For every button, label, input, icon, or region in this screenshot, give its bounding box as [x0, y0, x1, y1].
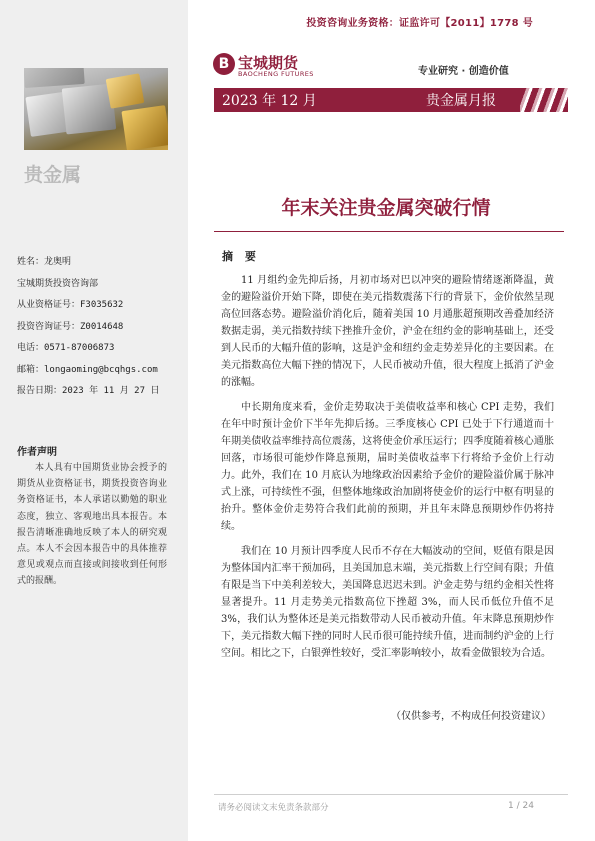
phone: 电话：0571-87006873: [17, 343, 115, 353]
author-statement: 本人具有中国期货业协会授予的期货从业资格证书，期货投资咨询业务资格证书，本人承诺以勤勉的职业态度，独立、客观地出具本报告。本报告清晰准确地反映了本人的研究观点。本人不会因本报告中的具体推荐意见或观点而直接或间接收到任何形式的报酬。: [17, 463, 167, 587]
baocheng-logo-icon: B: [213, 53, 235, 75]
metal-bars-photo: [24, 68, 168, 150]
report-title: 年末关注贵金属突破行情: [281, 197, 491, 219]
slogan: 专业研究 · 创造价值: [418, 66, 509, 77]
sector-label: 贵金属: [24, 164, 82, 186]
consulting-number: 投资咨询证号：Z0014648: [17, 321, 124, 332]
qualification-number: 从业资格证号：F3035632: [17, 300, 124, 310]
title-divider: [214, 231, 564, 232]
footer-divider: [214, 794, 568, 795]
author-statement-title: 作者声明: [17, 447, 57, 458]
disclaimer-note: （仅供参考，不构成任何投资建议）: [391, 711, 551, 722]
email: 邮箱：longaoming@bcqhgs.com: [17, 364, 158, 375]
report-date-banner: 2023 年 12 月: [222, 93, 317, 109]
abstract-paragraph: 中长期角度来看，金价走势取决于美债收益率和核心 CPI 走势，我们在年中时预计金价下半年先抑后扬。三季度核心 CPI 已处于下行通道而十年期美债收益率维持高位震荡，这将使金价承压运行；四季度随着核心通胀回落，市场很可能炒作降息预期，届时美债收益率下行将给予金价上行动力。此外，我们在 10 月底认为地缘政治因素给予金价的避险溢价属于脉冲式上涨，可持续性不强，但整体地缘政治加剧将使金价的运行中枢有明显的抬升。整体金价走势符合我们此前的预期，并且年末降息预期炒作仍将持续。: [221, 402, 554, 532]
abstract-paragraph: 我们在 10 月预计四季度人民币不存在大幅波动的空间，贬值有限是因为整体国内汇率干预加码，且美国加息末端，美元指数上行空间有限；升值有限是当下中美利差较大，美国降息迟迟未到。沪金走势与纽约金相关性将显著提升。11 月走势美元指数高位下挫超 3%，而人民币低位升值不足 3%，我们认为整体还是美元指数带动人民币被动升值。年末降息预期炒作下，美元指数大幅下挫的同时人民币很可能持续升值，进而制约沪金的上行空间。相比之下，白银弹性较好，受汇率影响较小，故看金做银较为合适。: [221, 546, 554, 659]
report-type: 贵金属月报: [426, 93, 496, 109]
license-text: 投资咨询业务资格：证监许可【2011】1778 号: [306, 18, 533, 29]
abstract-body: [221, 272, 554, 670]
abstract-heading: 摘 要: [222, 250, 260, 263]
banner-stripes: [520, 88, 568, 112]
abstract-paragraph: 11 月组约金先抑后扬，月初市场对巴以冲突的避险情绪逐渐降温，黄金的避险溢价开始下降，即使在美元指数震荡下行的背景下，金价依然呈现高位回落态势。避险溢价消化后，随着美国 10 月通胀超预期改善叠加经济数据走弱，美元指数持续下挫推升金价，沪金在纽约金的影响基础上，还受到人民币的大幅升值的影响，这是沪金和纽约金走势差异化的主要因素。在美元指数高位大幅下挫的情况下，人民币被动升值，很大程度上抵消了沪金的涨幅。: [221, 275, 554, 388]
page-number: 1 / 24: [508, 801, 534, 811]
analyst-department: 宝城期货投资咨询部: [17, 278, 99, 289]
company-logo: [213, 52, 325, 80]
report-date: 报告日期：2023 年 11 月 27 日: [17, 386, 160, 396]
analyst-name: 姓名：龙奥明: [17, 257, 72, 267]
company-name-en: BAOCHENG FUTURES: [238, 70, 314, 78]
analyst-info: [17, 252, 182, 403]
company-name-cn: 宝城期货: [238, 54, 299, 72]
footer-note: 请务必阅读文末免责条款部分: [218, 803, 329, 813]
